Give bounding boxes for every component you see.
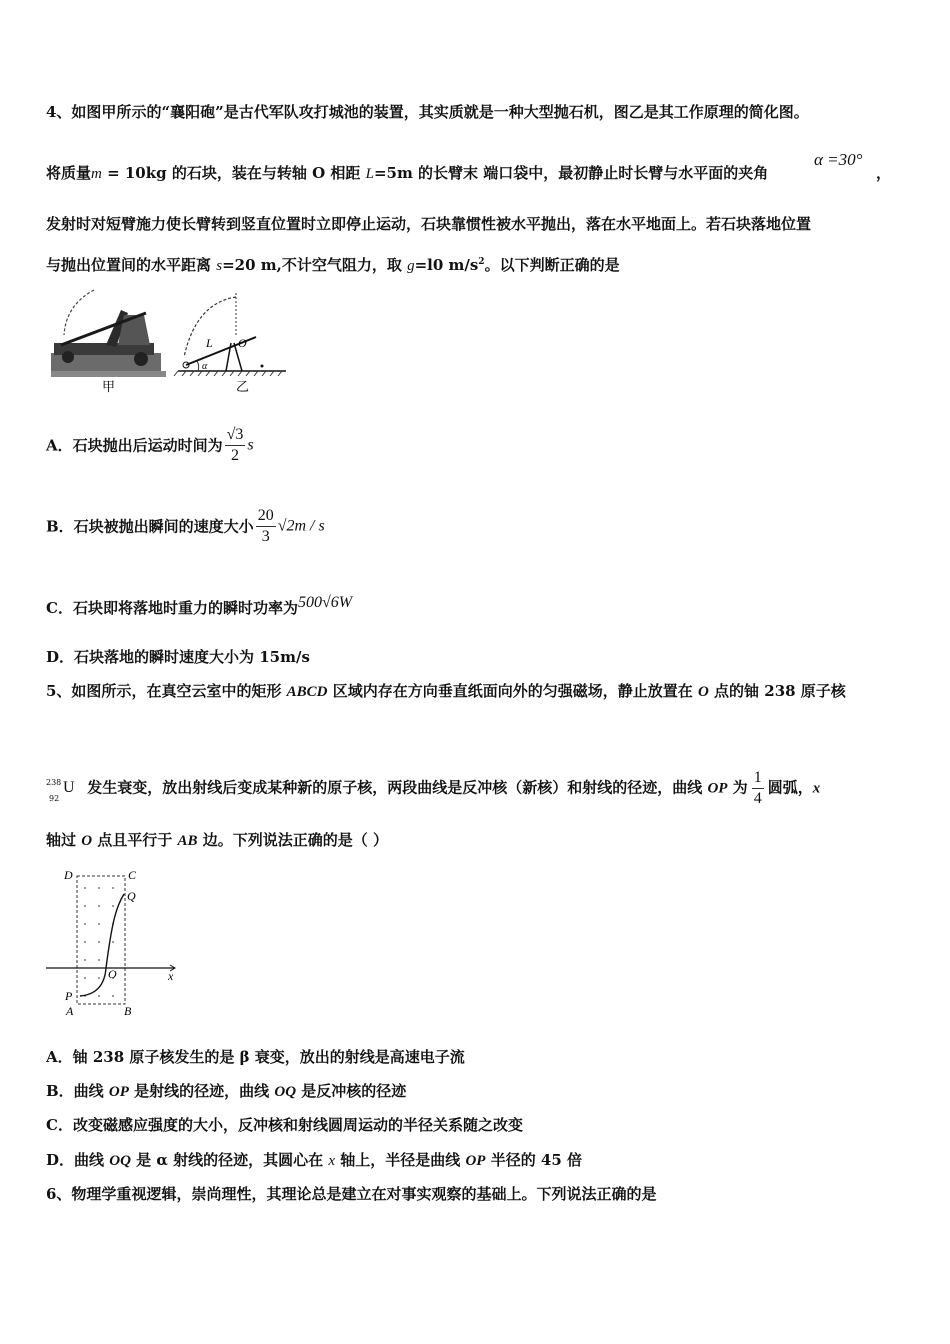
option-c-value: 500√6W xyxy=(297,594,353,611)
isotope-number: 92 xyxy=(49,793,60,803)
label-D: D xyxy=(64,868,73,882)
cloud-chamber-figure xyxy=(44,862,189,1022)
track-OP xyxy=(80,968,106,996)
text-span: D．曲线 xyxy=(46,1151,110,1169)
isotope-symbol: U xyxy=(63,778,75,796)
text-span: =5m 的长臂末 端口袋中，最初静止时长臂与水平面的夹角 xyxy=(373,164,769,182)
var-OP: OP xyxy=(707,780,728,797)
var-OQ: OQ xyxy=(109,1153,131,1169)
text-span: 是反冲核的径迹 xyxy=(296,1082,407,1100)
frac-num: 1 xyxy=(752,768,764,789)
text-span: 点且平行于 xyxy=(92,831,178,849)
label-yi: 乙 xyxy=(236,380,250,395)
label-A: A xyxy=(66,1004,74,1018)
frac-num: √3 xyxy=(225,425,246,446)
text-span: 边。下列说法正确的是（ ） xyxy=(197,831,388,849)
var-x: x xyxy=(812,780,821,797)
q5-option-d xyxy=(46,1150,582,1171)
text-span: = 10kg 的石块，装在与转轴 O 相距 xyxy=(101,164,366,182)
var-L: L xyxy=(365,166,374,182)
superscript: 2 xyxy=(478,257,485,267)
text-span: 点的铀 238 原子核 xyxy=(708,682,846,700)
label-jia: 甲 xyxy=(102,380,116,395)
catapult-figure xyxy=(46,285,291,395)
frac-den: 2 xyxy=(231,447,240,464)
var-OP: OP xyxy=(465,1153,486,1169)
text-span: 将质量 xyxy=(46,164,92,182)
text-span: 。以下判断正确的是 xyxy=(484,256,620,274)
option-b-text: B．石块被抛出瞬间的速度大小 xyxy=(46,517,254,536)
text-span: 轴过 xyxy=(46,831,82,849)
q4-stem-line1: 4、如图甲所示的“襄阳砲”是古代军队攻打城池的装置，其实质就是一种大型抛石机，图乙是其工作原理的简化图。 xyxy=(46,103,809,121)
catapult-photo xyxy=(51,290,166,377)
text-span: 轴上，半径是曲线 xyxy=(335,1151,466,1169)
q4-stem-line4 xyxy=(46,252,620,276)
q5-stem-line3 xyxy=(46,830,388,851)
track-OQ xyxy=(106,894,124,968)
var-AB: AB xyxy=(177,833,198,849)
label-P: P xyxy=(65,989,73,1003)
q4-option-a xyxy=(46,425,254,466)
q4-option-c xyxy=(46,594,353,619)
var-ABCD: ABCD xyxy=(286,684,328,700)
var-g: g xyxy=(407,258,415,274)
option-a-fraction xyxy=(225,425,246,466)
alpha-value: α =30° xyxy=(814,150,863,169)
frac-den: 3 xyxy=(261,528,270,545)
q5-stem-line1 xyxy=(46,681,846,702)
q5-stem-line2 xyxy=(46,768,820,809)
text-span: =l0 m/s xyxy=(414,256,479,274)
label-alpha: α xyxy=(202,361,208,372)
var-OP: OP xyxy=(108,1084,129,1100)
text-span: 是射线的径迹，曲线 xyxy=(128,1082,275,1100)
q4-stem-line2 xyxy=(46,163,768,184)
var-x: x xyxy=(328,1153,336,1169)
text-span: 是 α 射线的径迹，其圆心在 xyxy=(130,1151,329,1169)
var-O: O xyxy=(81,833,93,849)
text-span: B．曲线 xyxy=(46,1082,109,1100)
option-c-text: C．石块即将落地时重力的瞬时功率为 xyxy=(46,599,298,617)
label-Q: Q xyxy=(127,889,136,903)
var-s: s xyxy=(216,258,223,274)
catapult-schematic xyxy=(174,293,286,376)
q5-option-b xyxy=(46,1081,406,1102)
var-m: m xyxy=(91,166,102,182)
isotope-mass: 238 xyxy=(46,777,62,787)
text-span: 区域内存在方向垂直纸面向外的匀强磁场，静止放置在 xyxy=(327,682,698,700)
option-a-unit: s xyxy=(247,436,254,454)
text-span: 发生衰变，放出射线后变成某种新的原子核，两段曲线是反冲核（新核）和射线的径迹，曲线 xyxy=(82,778,708,797)
label-x: x xyxy=(168,969,174,983)
option-a-text: A．石块抛出后运动时间为 xyxy=(46,436,223,455)
option-b-rest: √2m / s xyxy=(277,517,325,535)
var-OQ: OQ xyxy=(274,1084,297,1100)
text-span: =20 m,不计空气阻力，取 xyxy=(222,256,408,274)
var-O: O xyxy=(697,684,709,700)
label-C: C xyxy=(128,868,137,882)
text-span: 5、如图所示，在真空云室中的矩形 xyxy=(46,682,287,700)
quarter-fraction xyxy=(752,768,764,809)
q5-option-a: A．铀 238 原子核发生的是 β 衰变，放出的射线是高速电子流 xyxy=(46,1048,465,1066)
label-L: L xyxy=(206,336,213,350)
text-span: 半径的 45 倍 xyxy=(485,1151,583,1169)
frac-den: 4 xyxy=(753,790,762,807)
q4-option-d: D．石块落地的瞬时速度大小为 15m/s xyxy=(46,648,310,666)
text-span: 为 xyxy=(727,778,748,797)
q4-comma: ， xyxy=(876,164,892,182)
q5-option-c: C．改变磁感应强度的大小，反冲核和射线圆周运动的半径关系随之改变 xyxy=(46,1116,523,1134)
label-O: O xyxy=(238,336,247,350)
frac-num: 20 xyxy=(256,506,276,527)
text-span: 与抛出位置间的水平距离 xyxy=(46,256,217,274)
label-O: O xyxy=(108,967,117,981)
text-span: 圆弧， xyxy=(767,778,813,797)
q4-stem-line3: 发射时对短臂施力使长臂转到竖直位置时立即停止运动，石块靠惯性被水平抛出，落在水平地面上。若石块落地位置 xyxy=(46,215,812,233)
alpha-expression xyxy=(814,150,862,170)
q6-stem-line1: 6、物理学重视逻辑，崇尚理性，其理论总是建立在对事实观察的基础上。下列说法正确的是 xyxy=(46,1185,657,1203)
uranium-isotope xyxy=(46,777,82,803)
label-B: B xyxy=(124,1004,132,1018)
q4-option-b xyxy=(46,506,325,547)
option-b-fraction xyxy=(256,506,276,547)
